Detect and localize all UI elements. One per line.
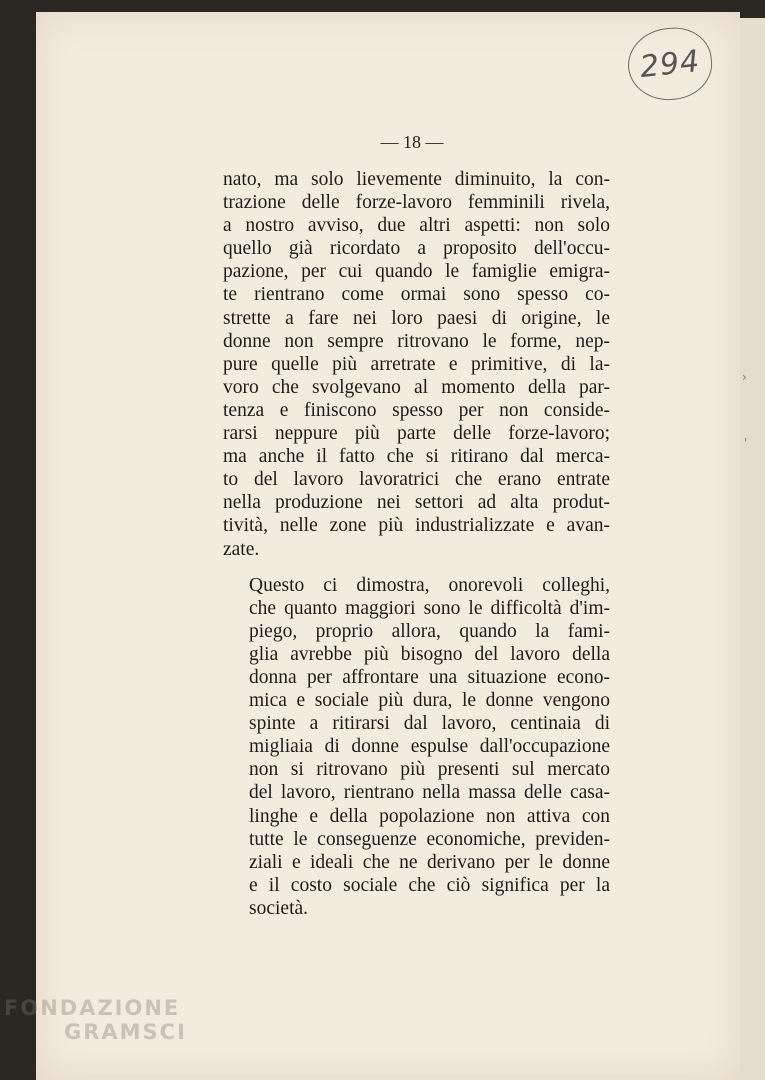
text-line: nato, ma solo lievemente diminuito, la con-: [223, 169, 610, 190]
archive-number-stamp: 294: [624, 24, 715, 104]
text-line: ziali e ideali che ne derivano per le donne: [249, 851, 610, 873]
text-line: del lavoro, rientrano nella massa delle casa-: [249, 782, 610, 804]
paragraph-1: [223, 168, 610, 561]
text-line: quello già ricordato a proposito dell'occu-: [223, 238, 610, 260]
text-line: trazione delle forze-lavoro femminili rivela,: [223, 192, 610, 214]
watermark: [4, 996, 187, 1044]
text-line: tenza e finiscono spesso per non conside-: [223, 399, 610, 421]
next-page-edge: [738, 18, 765, 1080]
text-line: tività, nelle zone più industrializzate e avan-: [223, 515, 610, 537]
text-line: donne non sempre ritrovano le forme, nep-: [223, 330, 610, 352]
text-line: spinte a ritirarsi dal lavoro, centinaia di: [249, 713, 610, 735]
paragraph-2: [223, 574, 610, 920]
margin-mark: ›: [742, 370, 747, 384]
text-line: pure quelle più arretrate e primitive, di la-: [223, 353, 610, 375]
text-line: rarsi neppure più parte delle forze-lavoro;: [223, 423, 610, 445]
text-line: zate.: [223, 538, 260, 560]
text-line: strette a fare nei loro paesi di origine, le: [223, 307, 610, 329]
text-line: a nostro avviso, due altri aspetti: non solo: [223, 215, 610, 237]
text-line: voro che svolgevano al momento della par-: [223, 376, 610, 398]
text-line: te rientrano come ormai sono spesso co-: [223, 284, 610, 306]
text-line: non si ritrovano più presenti sul mercato: [249, 759, 610, 781]
page-number: — 18 —: [380, 132, 444, 152]
text-line: nella produzione nei settori ad alta produt-: [223, 492, 610, 514]
text-line: piego, proprio allora, quando la fami-: [249, 620, 610, 642]
text-line: società.: [249, 897, 309, 919]
margin-mark: ': [744, 436, 748, 450]
text-line: linghe e della popolazione non attiva con: [249, 805, 610, 827]
text-line: Questo ci dimostra, onorevoli colleghi,: [249, 574, 610, 596]
body-text: [223, 168, 610, 920]
text-line: che quanto maggiori sono le difficoltà d'im-: [249, 597, 610, 619]
text-line: ma anche il fatto che si ritirano dal merca-: [223, 446, 610, 468]
watermark-line-1: FONDAZIONE: [4, 996, 181, 1020]
text-line: migliaia di donne espulse dall'occupazione: [249, 736, 610, 758]
text-line: mica e sociale più dura, le donne vengono: [249, 690, 610, 712]
text-line: e il costo sociale che ciò significa per la: [249, 874, 610, 896]
document-page: [36, 12, 748, 1080]
text-line: glia avrebbe più bisogno del lavoro della: [249, 643, 610, 665]
text-line: pazione, per cui quando le famiglie emigra-: [223, 261, 610, 283]
text-line: donna per affrontare una situazione econo-: [249, 666, 610, 688]
text-line: tutte le conseguenze economiche, previden-: [249, 828, 610, 850]
text-line: to del lavoro lavoratrici che erano entrate: [223, 469, 610, 491]
watermark-line-2: GRAMSCI: [64, 1020, 187, 1044]
